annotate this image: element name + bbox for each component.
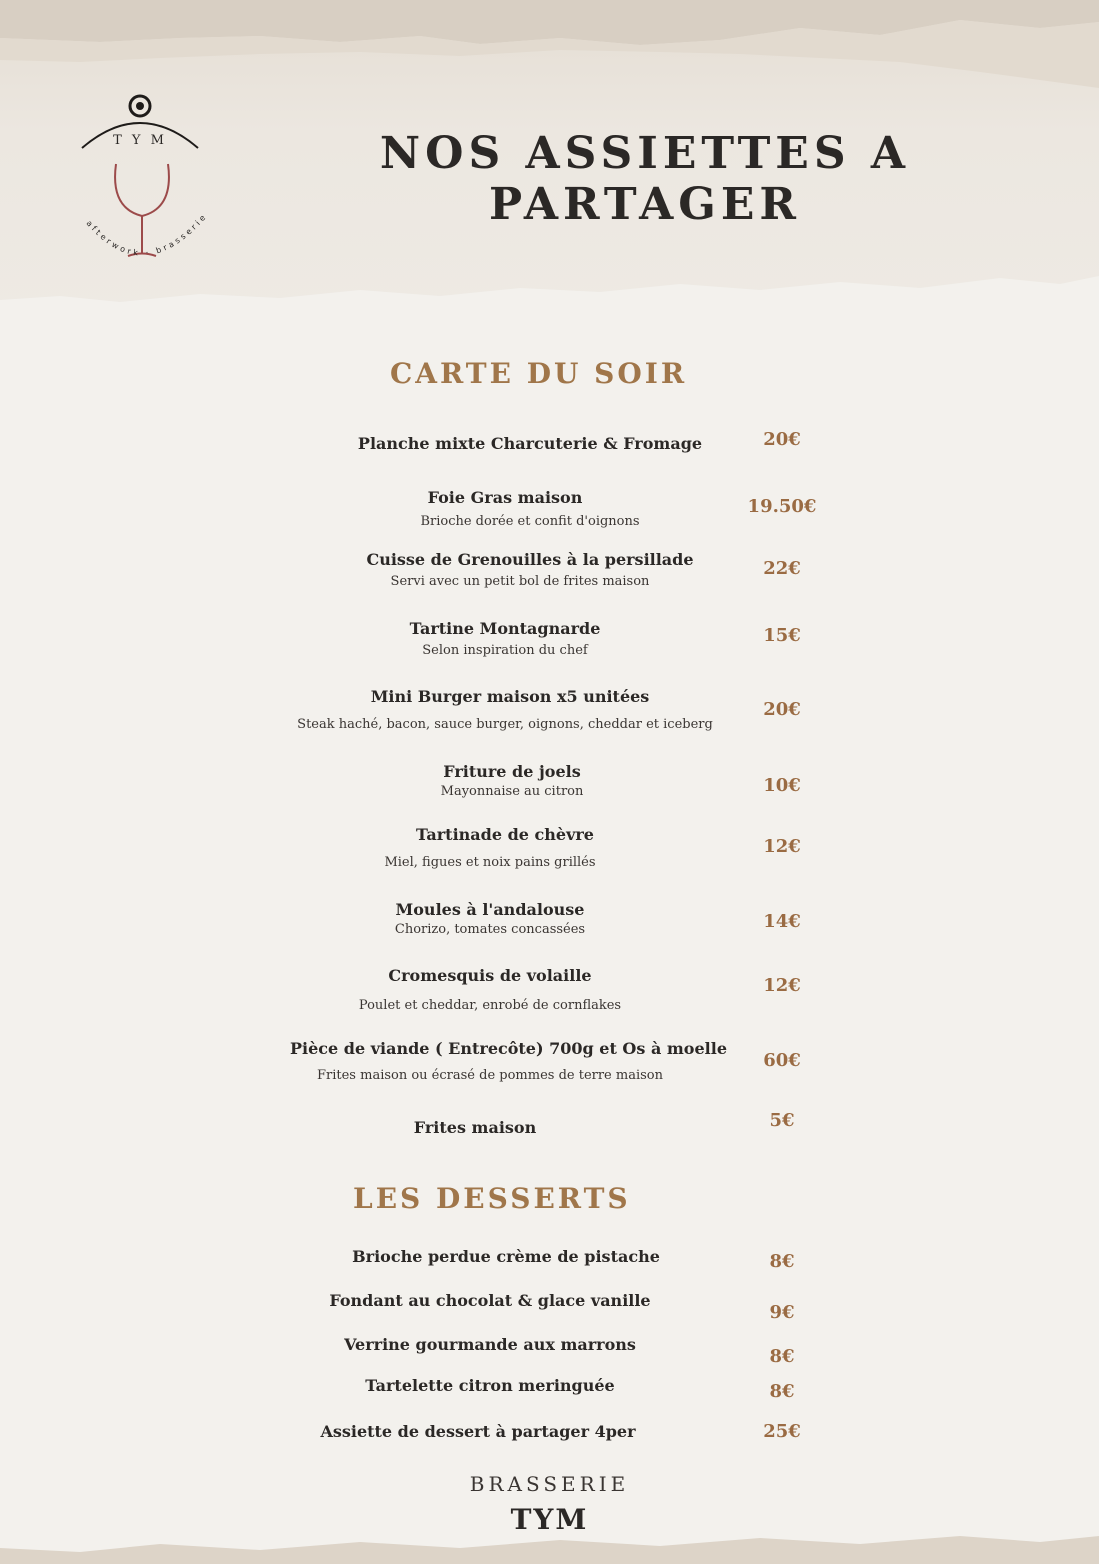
menu-item-desc: Mayonnaise au citron [440, 784, 584, 799]
menu-item-price: 60€ [763, 1050, 801, 1071]
logo-letters: T Y M [113, 133, 167, 148]
dessert-item-name: Fondant au chocolat & glace vanille [329, 1291, 651, 1310]
menu-item-price: 15€ [763, 625, 801, 646]
menu-item-price: 20€ [763, 699, 801, 720]
dessert-item-name: Verrine gourmande aux marrons [344, 1335, 636, 1354]
menu-item-name: Friture de joels [443, 762, 581, 781]
dessert-item-name: Assiette de dessert à partager 4per [320, 1422, 636, 1441]
dessert-item-price: 9€ [769, 1302, 795, 1323]
menu-item-desc: Servi avec un petit bol de frites maison [390, 574, 650, 589]
menu-item-name: Mini Burger maison x5 unitées [370, 687, 650, 706]
menu-item-desc: Chorizo, tomates concassées [394, 922, 586, 937]
dessert-item-price: 25€ [763, 1421, 801, 1442]
menu-item-desc: Miel, figues et noix pains grillés [384, 855, 596, 870]
menu-item-name: Tartinade de chèvre [416, 825, 594, 844]
menu-item-desc: Frites maison ou écrasé de pommes de terre maison [317, 1068, 663, 1083]
menu-item-desc: Selon inspiration du chef [422, 643, 588, 658]
menu-item-price: 14€ [763, 911, 801, 932]
dessert-item-price: 8€ [769, 1346, 795, 1367]
wine-glass-icon [115, 164, 169, 256]
torn-paper-edge-bottom [0, 1530, 1099, 1564]
dessert-item-price: 8€ [769, 1251, 795, 1272]
menu-item-name: Cromesquis de volaille [388, 966, 592, 985]
menu-item-desc: Steak haché, bacon, sauce burger, oignons, cheddar et iceberg [297, 717, 713, 732]
menu-item-price: 12€ [763, 836, 801, 857]
menu-item-name: Foie Gras maison [427, 488, 583, 507]
dessert-item-name: Brioche perdue crème de pistache [352, 1247, 660, 1266]
logo-tagline: afterwork · brasserie [84, 211, 210, 258]
menu-item-price: 5€ [769, 1110, 795, 1131]
menu-item-name: Cuisse de Grenouilles à la persillade [366, 550, 694, 569]
dessert-item-price: 8€ [769, 1381, 795, 1402]
page-title: NOS ASSIETTES A PARTAGER [379, 128, 911, 230]
menu-item-price: 12€ [763, 975, 801, 996]
menu-item-name: Tartine Montagnarde [409, 619, 601, 638]
menu-item-name: Frites maison [413, 1118, 537, 1137]
section-title-soir: CARTE DU SOIR [390, 357, 688, 390]
menu-item-price: 20€ [763, 429, 801, 450]
menu-item-desc: Poulet et cheddar, enrobé de cornflakes [358, 998, 622, 1013]
menu-item-desc: Brioche dorée et confit d'oignons [420, 514, 640, 529]
svg-text:afterwork · brasserie [85, 211, 210, 257]
menu-item-price: 22€ [763, 558, 801, 579]
section-title-desserts: LES DESSERTS [353, 1182, 631, 1215]
footer-brasserie: BRASSERIE [469, 1472, 630, 1496]
menu-item-name: Planche mixte Charcuterie & Fromage [357, 434, 703, 453]
footer-brand-name: TYM [510, 1503, 589, 1536]
brand-logo [70, 88, 220, 278]
menu-item-name: Pièce de viande ( Entrecôte) 700g et Os à moelle [290, 1039, 727, 1058]
menu-item-price: 10€ [763, 775, 801, 796]
menu-item-name: Moules à l'andalouse [395, 900, 585, 919]
dessert-item-name: Tartelette citron meringuée [365, 1376, 615, 1395]
menu-item-price: 19.50€ [747, 496, 817, 517]
